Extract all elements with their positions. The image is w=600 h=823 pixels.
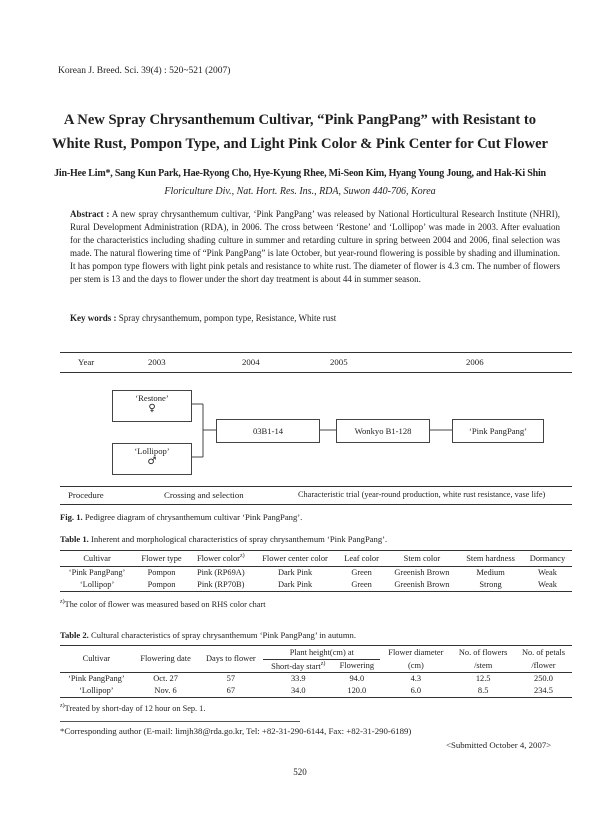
- submission-date: <Submitted October 4, 2007>: [446, 740, 552, 750]
- table-cell: 12.5: [475, 674, 491, 683]
- table1-header-flower-color: [189, 551, 253, 566]
- parent-lollipop-label: ‘Lollipop’: [134, 446, 170, 456]
- year-2003: 2003: [148, 357, 166, 367]
- year-2005: 2005: [330, 357, 348, 367]
- table2-footnote: [60, 703, 205, 713]
- table1-header-row: [60, 551, 572, 566]
- table-cell: Greenish Brown: [394, 580, 450, 589]
- table2-header-diameter: Flower diameter: [388, 648, 444, 657]
- table2-header-short-day-text: Short-day start: [271, 661, 321, 671]
- procedure-step-crossing: Crossing and selection: [164, 490, 244, 500]
- figure-caption-text: Pedigree diagram of chrysanthemum cultivar ‘Pink PangPang’.: [84, 512, 303, 522]
- table-cell: 250.0: [534, 674, 553, 683]
- table-cell: Weak: [538, 580, 557, 589]
- table-cell: 94.0: [349, 674, 365, 683]
- title-line-1: A New Spray Chrysanthemum Cultivar, “Pink PangPang” with Resistant to: [63, 112, 537, 128]
- table2-header-flowers-unit: /stem: [474, 660, 493, 670]
- table-cell: Medium: [476, 568, 505, 577]
- table1-caption-text: Inherent and morphological characteristics of spray chrysanthemum ‘Pink PangPang’.: [90, 534, 388, 544]
- table1-header: Cultivar: [83, 553, 111, 563]
- page-number: 520: [293, 767, 307, 777]
- procedure-label: Procedure: [68, 490, 104, 500]
- table-cell: 34.0: [290, 686, 306, 695]
- footnote-separator: [60, 721, 300, 722]
- table-cell: 8.5: [477, 686, 489, 695]
- year-2006: 2006: [466, 357, 484, 367]
- year-label: Year: [78, 357, 95, 367]
- table1-header: Stem color: [403, 553, 441, 563]
- table2-caption-text: Cultural characteristics of spray chrysanthemum ‘Pink PangPang’ in autumn.: [90, 630, 356, 640]
- abstract-label: Abstract :: [70, 209, 110, 219]
- table-cell: 57: [226, 674, 236, 683]
- table-cell: ‘Lollipop’: [79, 580, 115, 589]
- table-cell: Dark Pink: [277, 568, 313, 577]
- table-cell: ‘Pink PangPang’: [68, 674, 125, 683]
- table-row: [60, 685, 572, 697]
- table-cell: Strong: [479, 580, 502, 589]
- corresponding-author: *Corresponding author (E-mail: limjh38@rda.go.kr, Tel: +82-31-290-6144, Fax: +82-31-290-6189): [60, 726, 412, 736]
- table2-header-plant-height: Plant height(cm) at: [263, 646, 380, 659]
- table-cell: 120.0: [347, 686, 367, 695]
- parent-lollipop-box: [112, 443, 192, 475]
- table1-footnote-text: The color of flower was measured based on RHS color chart: [64, 599, 266, 609]
- table-cell: Pink (RP69A): [196, 568, 245, 577]
- table-cell: Greenish Brown: [394, 568, 450, 577]
- table2-bottom-rule: [60, 697, 572, 698]
- table1-header: Leaf color: [344, 553, 379, 563]
- table1-grid: [60, 551, 572, 591]
- table-cell: Nov. 6: [154, 686, 177, 695]
- table-cell: Oct. 27: [153, 674, 178, 683]
- table-cell: 234.5: [534, 686, 553, 695]
- table2-header-cultivar: Cultivar: [82, 654, 111, 664]
- table-cell: Weak: [538, 568, 557, 577]
- table1-header: Stem hardness: [466, 553, 515, 563]
- year-2004: 2004: [242, 357, 260, 367]
- table-row: [60, 567, 572, 579]
- table-row: [60, 579, 572, 591]
- table1-header: Flower type: [141, 553, 182, 563]
- table1-footnote: [60, 599, 266, 609]
- figure-procedure-rule: [60, 486, 572, 487]
- selection-line-03b1-14: 03B1-14: [216, 419, 320, 443]
- table1-bottom-rule: [60, 591, 572, 592]
- table2-header-flowering-date: Flowering date: [140, 654, 191, 664]
- table-cell: Dark Pink: [277, 580, 313, 589]
- table-cell: 4.3: [410, 674, 422, 683]
- journal-citation: Korean J. Breed. Sci. 39(4) : 520~521 (2007): [58, 66, 231, 76]
- table-cell: ‘Pink PangPang’: [68, 568, 126, 577]
- table2-header-petals: No. of petals: [521, 648, 565, 657]
- table1-header-text: Flower color: [196, 554, 240, 564]
- table-cell: Pompon: [147, 580, 176, 589]
- table-row: [60, 673, 572, 685]
- table-cell: ‘Lollipop’: [79, 686, 114, 695]
- abstract-text: A new spray chrysanthemum cultivar, ‘Pink PangPang’ was released by National Horticultural Research Institute (NHRI), Rural Development Administration (RDA), in 2006. The cross between ‘Restone’ and ‘Lollipop’ was made in 2003. After evaluation for the characteristics including shading culture in summer and retarding culture in spring between 2004 and 2006, final selection was made. The natural flowering time of “Pink PangPang” is late October, but year-round flowering is possible by shading and illumination. It has pompon type flowers with light pink petals and resistance to white rust. The diameter of flower is 4.3 cm. The number of flowers per stem is 13 and the days to flower under the short day treatment is about 44 in summer season.: [70, 209, 560, 285]
- footnote-marker: z): [239, 553, 245, 560]
- table1-caption: [60, 534, 387, 544]
- footnote-marker: z): [60, 703, 65, 709]
- keywords-text: Spray chrysanthemum, pompon type, Resistance, White rust: [118, 313, 337, 323]
- table1-caption-label: Table 1.: [60, 534, 89, 544]
- cultivar-pink-pangpang-box: ‘Pink PangPang’: [452, 419, 544, 443]
- footnote-marker: z): [60, 599, 65, 605]
- figure-bottom-rule: [60, 504, 572, 505]
- table2-header-days: Days to flower: [205, 654, 256, 664]
- table2-grid: [60, 646, 572, 697]
- table2-footnote-text: Treated by short-day of 12 hour on Sep. 1.: [64, 703, 206, 713]
- table2-caption-label: Table 2.: [60, 630, 89, 640]
- table1-header: Flower center color: [262, 553, 328, 563]
- affiliation: Floriculture Div., Nat. Hort. Res. Ins., RDA, Suwon 440-706, Korea: [164, 186, 436, 197]
- parent-restone-label: ‘Restone’: [135, 393, 169, 403]
- title-line-2: White Rust, Pompon Type, and Light Pink Color & Pink Center for Cut Flower: [51, 136, 549, 152]
- author-list: Jin-Hee Lim*, Sang Kun Park, Hae-Ryong Cho, Hye-Kyung Rhee, Mi-Seon Kim, Hyang Young Joung, and Hak-Ki Shin: [54, 168, 546, 179]
- table2-header-diameter-unit: (cm): [407, 660, 424, 670]
- table-cell: Pompon: [147, 568, 176, 577]
- table-cell: 6.0: [410, 686, 422, 695]
- table2-header-flowers: No. of flowers: [458, 648, 508, 657]
- table2-header-short-day: [263, 659, 333, 672]
- figure-caption: [60, 512, 302, 522]
- table-cell: Green: [351, 568, 372, 577]
- table-cell: 33.9: [290, 674, 306, 683]
- table2-caption: [60, 630, 356, 640]
- male-icon: ♂: [147, 456, 157, 467]
- procedure-step-trial: Characteristic trial (year-round production, white rust resistance, vase life): [298, 490, 546, 499]
- table2-header-flowering: Flowering: [339, 661, 375, 670]
- parent-restone-box: [112, 390, 192, 422]
- table-cell: 67: [226, 686, 236, 695]
- table2-header-petals-unit: /flower: [531, 660, 556, 670]
- figure-caption-label: Fig. 1.: [60, 512, 83, 522]
- table1: [60, 550, 572, 592]
- table2-header-row-1: [60, 646, 572, 659]
- table-cell: Pink (RP70B): [197, 580, 245, 589]
- female-icon: ♀: [148, 403, 156, 414]
- table-cell: Green: [351, 580, 372, 589]
- footnote-marker: z): [320, 660, 326, 667]
- selection-line-wonkyo: Wonkyo B1-128: [336, 419, 430, 443]
- table1-header: Dormancy: [529, 553, 566, 563]
- table2: [60, 645, 572, 698]
- keywords-label: Key words :: [70, 313, 117, 323]
